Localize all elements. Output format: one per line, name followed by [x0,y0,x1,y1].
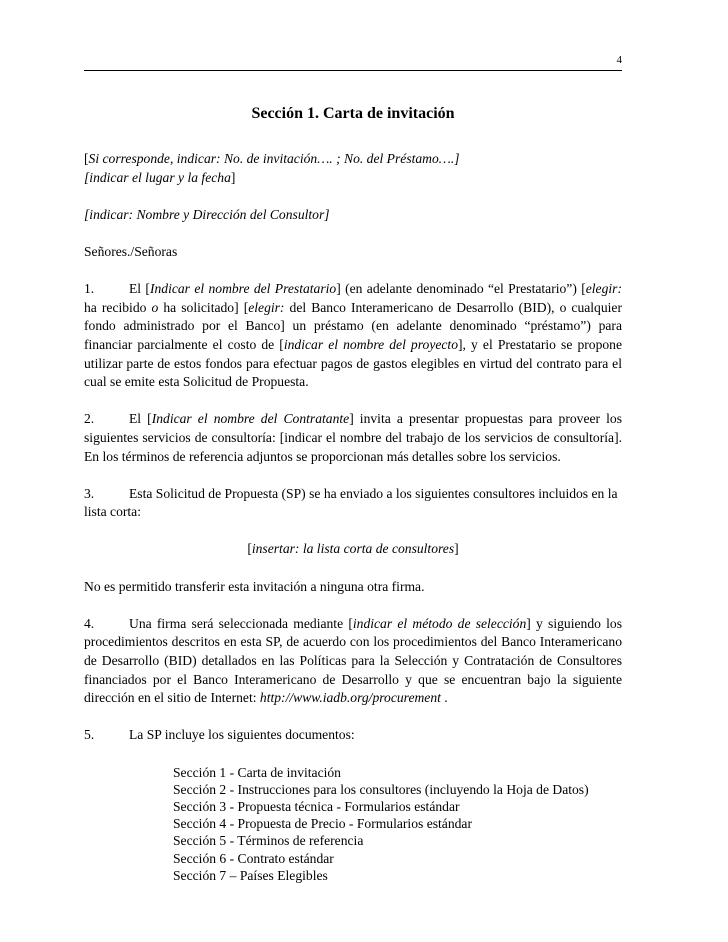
no-transfer-notice: No es permitido transferir esta invitación a ninguna otra firma. [84,578,425,594]
page-number: 4 [616,54,622,66]
paragraph-4: 4. Una firma será seleccionada mediante [indicar el método de selección] y siguiendo los procedimientos descritos en esta SP, de acuerdo con los procedimientos del Banco Interamericano de Desarrollo (BID) detallados en las Políticas para la Selección y Contratación de Consultores financiados por el Banco Interamericano de Desarrollo y que se encuentran bajo la siguiente dirección en el sitio de Internet: http://www.iadb.org/procurement . [84,615,623,706]
procurement-url[interactable]: http://www.iadb.org/procurement [259,690,441,706]
list-item: Sección 6 - Contrato estándar [173,850,334,866]
paragraph-1: 1. El [Indicar el nombre del Prestatario] (en adelante denominado “el Prestatario”) [elegir: ha recibido o ha solicitado] [elegir: del Banco Interamericano de Desarrollo (BID), o cualquier fondo administrado por el Banco] un préstamo (en adelante denominado “préstamo”) para financiar parcialmente el costo de [indicar el nombre del proyecto], y el Prestatario se propone utilizar parte de estos fondos para efectuar pagos de gastos elegibles en virtud del contrato para el cual se emite esta Solicitud de Propuesta. [84,281,623,390]
consultant-address: [indicar: Nombre y Dirección del Consultor] [84,206,330,222]
letter-body [84,104,622,884]
paragraph-2: 2. El [Indicar el nombre del Contratante] invita a presentar propuestas para proveer los siguientes servicios de consultoría: [indicar el nombre del trabajo de los servicios de consultoría]. En los términos de referencia adjuntos se proporcionan más detalles sobre los servicios. [84,411,623,464]
list-item: Sección 5 - Términos de referencia [173,833,364,849]
paragraph-3: 3. Esta Solicitud de Propuesta (SP) se ha enviado a los siguientes consultores incluidos en la lista corta: [84,485,618,520]
salutation: Señores./Señoras [84,243,178,259]
list-item: Sección 4 - Propuesta de Precio - Formularios estándar [173,816,472,832]
documents-list [84,764,622,884]
paragraph-5: 5. La SP incluye los siguientes documentos: [84,727,355,743]
list-item: Sección 1 - Carta de invitación [173,764,341,780]
invitation-reference: [Si corresponde, indicar: No. de invitación…. ; No. del Préstamo….] [indicar el lugar y la fecha] [84,151,460,185]
section-title: Sección 1. Carta de invitación [251,105,455,122]
header-rule [84,70,622,71]
list-item: Sección 7 – Países Elegibles [173,867,328,883]
shortlist-placeholder: [insertar: la lista corta de consultores] [247,541,459,557]
list-item: Sección 3 - Propuesta técnica - Formularios estándar [173,799,460,814]
list-item: Sección 2 - Instrucciones para los consultores (incluyendo la Hoja de Datos) [173,781,589,797]
